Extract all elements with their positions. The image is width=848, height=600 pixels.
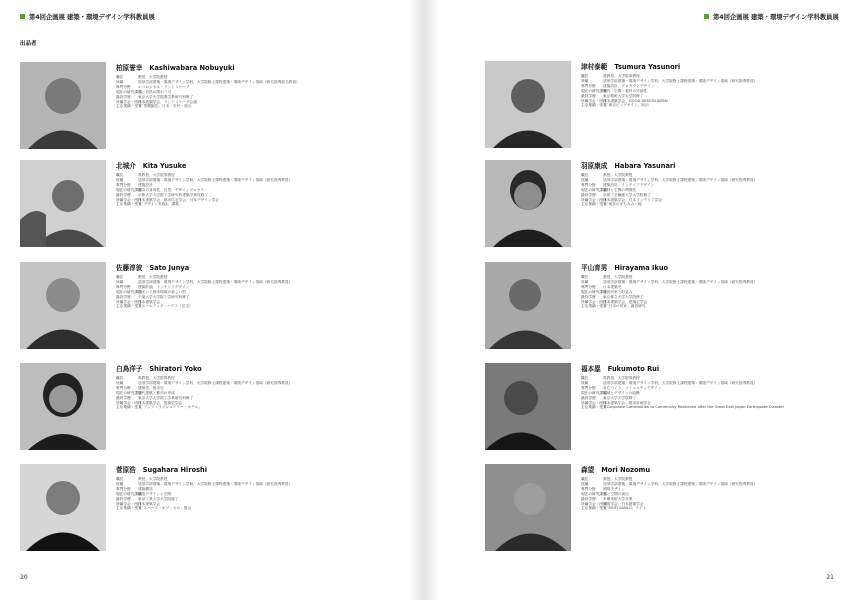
exhibitor-name: 福本塁 Fukumoto Rui bbox=[581, 365, 660, 373]
profile-row: 所属学会・団体 日本建築学会、日本インテリア学会 bbox=[581, 197, 662, 202]
profile-row: 所属学会・団体 日本建築学会、建築史学会 bbox=[581, 299, 648, 304]
profile-row: 最終学歴 京都大学大学院工学研究科建築学専攻修了 bbox=[116, 192, 209, 197]
profile-row: 現在の研究課題 地域とデザインの協働 bbox=[581, 390, 640, 395]
exhibitor-portrait bbox=[20, 160, 106, 247]
section-mark-icon bbox=[704, 14, 709, 19]
profile-row: 最終学歴 多摩美術大学卒業 bbox=[581, 496, 633, 501]
profile-row: 所属 造形学部建築・環境デザイン学科、大学院修士課程建築・環境デザイン領域（研究指導担当教員） bbox=[116, 79, 300, 84]
profile-row: 最終学歴 東京工業大学大学院修了 bbox=[116, 496, 179, 501]
profile-row: 主な業績・受賞 ・「東京のまちなみ」他 bbox=[581, 202, 642, 207]
exhibitor-name: 白鳥洋子 Shiratori Yoko bbox=[116, 365, 202, 373]
profile-row: 職位 教授、大学院教授 bbox=[116, 477, 168, 481]
exhibitor-profile bbox=[581, 275, 833, 309]
exhibitor-name: 平山育男 Hirayama Ikuo bbox=[581, 264, 669, 272]
profile-row: 主な業績・受賞 ・Corporate Contribution to Community Resilience after the Great East Japan Earthquake Disaster bbox=[581, 405, 785, 410]
profile-row: 所属学会・団体 日本建築学会 bbox=[116, 501, 161, 506]
exhibitor-portrait bbox=[485, 160, 571, 247]
profile-row: 職位 教授、大学院教授 bbox=[581, 477, 633, 481]
profile-row: 専門分野 まちづくり、コミュニティデザイン bbox=[581, 385, 662, 390]
exhibitor-portrait bbox=[485, 464, 571, 551]
exhibitor-info bbox=[116, 62, 400, 152]
profile-row: 所属学会・団体 日本建築学会、都市住宅学会、日本デザイン学会 bbox=[116, 197, 219, 202]
profile-row: 主な業績・受賞 ・「東京ビッグサイト」展示 bbox=[581, 103, 649, 108]
exhibitor-info bbox=[581, 363, 833, 453]
profile-row: 所属学会・団体 日本造園学会、ランドスケープ会議 bbox=[116, 99, 197, 104]
profile-row: 現在の研究課題 家具・空間・素材の可能性 bbox=[581, 88, 648, 93]
profile-row: 専門分野 日本建築史 bbox=[581, 284, 622, 289]
profile-row: 所属 造形学部建築・環境デザイン学科、大学院修士課程建築・環境デザイン領域（研究指導教員） bbox=[581, 481, 758, 486]
exhibitor-card bbox=[20, 464, 400, 554]
header-title: 第4回企画展 建築・環境デザイン学科教員展 bbox=[713, 14, 839, 21]
profile-row: 専門分野 建築計画、インテリアデザイン bbox=[116, 284, 190, 289]
page-header bbox=[704, 12, 839, 22]
profile-row: 現在の研究課題 都市の身体性、自然、デザインプロセス bbox=[116, 187, 205, 192]
profile-row: 主な業績・受賞 ・「スペース・オブ・ゼロ」展示 bbox=[116, 506, 192, 511]
exhibitor-profile bbox=[581, 376, 833, 410]
profile-row: 所属 造形学部建築・環境デザイン学科、大学院修士課程建築・環境デザイン領域（研究指導教員） bbox=[116, 177, 293, 182]
profile-row: 職位 准教授、大学院准教授 bbox=[581, 376, 640, 380]
profile-row: 専門分野 建築設計、インテリアデザイン bbox=[581, 182, 655, 187]
profile-row: 専門分野 エコロジカル・ランドスケープ bbox=[116, 84, 190, 89]
exhibitor-card bbox=[485, 363, 833, 453]
profile-row: 所属 造形学部建築・環境デザイン学科、大学院修士課程建築・環境デザイン領域（研究指導教員） bbox=[581, 78, 758, 83]
profile-row: 所属学会・団体 照明学会、日本建築学会 bbox=[581, 501, 644, 506]
exhibitor-portrait bbox=[485, 61, 571, 148]
profile-row: 所属 造形学部建築・環境デザイン学科、大学院修士課程建築・環境デザイン領域（研究指導教員） bbox=[116, 481, 293, 486]
profile-row: 現在の研究課題 近世民家と町並み bbox=[581, 289, 633, 294]
profile-row: 所属 造形学部建築・環境デザイン学科、大学院修士課程建築・環境デザイン領域（研究指導教員） bbox=[581, 380, 758, 385]
exhibitor-name: 北城介 Kita Yusuke bbox=[116, 162, 187, 170]
exhibitor-info bbox=[116, 262, 400, 352]
exhibitor-name: 羽原康成 Habara Yasunari bbox=[581, 162, 676, 170]
exhibitor-card bbox=[20, 160, 400, 250]
exhibitor-profile bbox=[581, 74, 833, 108]
page-number: 20 bbox=[20, 574, 28, 581]
profile-row: 専門分野 建築設計、プロダクトデザイン bbox=[581, 83, 655, 88]
exhibitor-name: 津村泰範 Tsumura Yasunori bbox=[581, 63, 681, 71]
exhibitor-profile bbox=[116, 173, 400, 207]
profile-row: 現在の研究課題 人と自然の関わり方 bbox=[116, 89, 172, 94]
profile-row: 職位 准教授、大学院准教授 bbox=[116, 173, 175, 177]
profile-row: 所属学会・団体 日本建築学会、都市計画学会 bbox=[581, 400, 651, 405]
exhibitor-profile bbox=[116, 477, 400, 511]
exhibitor-info bbox=[581, 262, 833, 352]
profile-row: 最終学歴 東京都立大学大学院修了 bbox=[581, 294, 644, 299]
profile-row: 主な業績・受賞 ・ホールアップ・ハウス（住宅） bbox=[116, 304, 193, 309]
exhibitor-card bbox=[20, 62, 400, 152]
section-label: 出品者 bbox=[20, 41, 37, 47]
exhibitor-portrait bbox=[20, 363, 106, 450]
profile-row: 専門分野 建築史、都市史 bbox=[116, 385, 164, 390]
profile-row: 所属学会・団体 日本建築学会 bbox=[116, 299, 161, 304]
profile-row: 専門分野 建築設計 bbox=[116, 182, 153, 187]
profile-row: 職位 准教授、大学院准教授 bbox=[116, 376, 175, 380]
profile-row: 最終学歴 京都工芸繊維大学大学院修了 bbox=[581, 192, 651, 197]
profile-row: 専門分野 照明デザイン bbox=[581, 486, 625, 491]
exhibitor-portrait bbox=[485, 363, 571, 450]
exhibitor-info bbox=[116, 464, 400, 554]
book-gutter bbox=[408, 0, 440, 600]
exhibitor-info bbox=[581, 464, 833, 554]
profile-row: 主な業績・受賞 ・「景観園芸」日本・市民・展示 bbox=[116, 104, 192, 109]
exhibitor-card bbox=[20, 262, 400, 352]
exhibitor-card bbox=[20, 363, 400, 453]
exhibitor-info bbox=[581, 61, 833, 151]
header-title: 第4回企画展 建築・環境デザイン学科教員展 bbox=[29, 14, 155, 21]
profile-row: 所属 造形学部建築・環境デザイン学科、大学院修士課程建築・環境デザイン領域（研究指導教員） bbox=[581, 279, 758, 284]
exhibitor-profile bbox=[581, 173, 833, 207]
profile-row: 主な業績・受賞 ・「MOTI SANLO」ライト bbox=[581, 506, 647, 511]
page-header bbox=[20, 12, 155, 22]
profile-row: 所属 造形学部建築・環境デザイン学科、大学院修士課程建築・環境デザイン領域（研究指導教員） bbox=[116, 380, 293, 385]
exhibitor-card bbox=[485, 262, 833, 352]
profile-row: 最終学歴 東京藝術大学大学院修了 bbox=[581, 93, 644, 98]
exhibitor-card bbox=[485, 61, 833, 151]
profile-row: 所属 造形学部建築・環境デザイン学科、大学院修士課程建築・環境デザイン領域（研究指導教員） bbox=[581, 177, 758, 182]
exhibitor-info bbox=[581, 160, 833, 250]
profile-row: 現在の研究課題 素材と空間の関係性 bbox=[581, 187, 637, 192]
profile-row: 所属学会・団体 日本建築学会、GOOD DESIGN JAPAN bbox=[581, 98, 668, 103]
exhibitor-card bbox=[485, 464, 833, 554]
profile-row: 専門分野 建築構造 bbox=[116, 486, 153, 491]
profile-row: 職位 准教授、大学院准教授 bbox=[581, 74, 640, 78]
exhibitor-card bbox=[485, 160, 833, 250]
exhibitor-profile bbox=[116, 275, 400, 309]
profile-row: 所属 造形学部建築・環境デザイン学科、大学院修士課程建築・環境デザイン領域（研究指導教員） bbox=[116, 279, 293, 284]
profile-row: 職位 教授、大学院教授 bbox=[581, 275, 633, 279]
profile-row: 現在の研究課題 光と空間の演出 bbox=[581, 491, 629, 496]
exhibitor-profile bbox=[116, 376, 400, 410]
profile-row: 主な業績・受賞 ・「デザイン実践4」講義 bbox=[116, 202, 179, 207]
exhibitor-portrait bbox=[20, 262, 106, 349]
profile-row: 最終学歴 東京大学大学院工学系研究科修了 bbox=[116, 395, 194, 400]
exhibitor-info bbox=[116, 363, 400, 453]
profile-row: 職位 教授、大学院教授 bbox=[581, 173, 633, 177]
profile-row: 最終学歴 東京大学大学院修了 bbox=[581, 395, 637, 400]
exhibitor-profile bbox=[581, 477, 833, 511]
profile-row: 所属学会・団体 日本建築学会、建築史学会 bbox=[116, 400, 183, 405]
profile-row: 現在の研究課題 住まいと都市環境の新しい形 bbox=[116, 289, 186, 294]
exhibitor-profile bbox=[116, 75, 400, 109]
exhibitor-name: 佐藤淳彼 Sato Junya bbox=[116, 264, 190, 272]
exhibitor-portrait bbox=[485, 262, 571, 349]
profile-row: 現在の研究課題 構造デザインと空間 bbox=[116, 491, 171, 496]
profile-row: 最終学歴 東京大学大学院農学系研究科修了 bbox=[116, 94, 194, 99]
page-number: 21 bbox=[826, 574, 834, 581]
profile-row: 主な業績・受賞 ・「日本の町家」調査研究 bbox=[581, 304, 646, 309]
exhibitor-name: 柏原誉幸 Kashiwabara Nobuyuki bbox=[116, 64, 235, 72]
exhibitor-portrait bbox=[20, 464, 106, 551]
profile-row: 職位 教授、大学院教授 bbox=[116, 275, 168, 279]
profile-row: 職位 教授、大学院教授 bbox=[116, 75, 168, 79]
exhibitor-name: 森望 Mori Nozomu bbox=[581, 466, 651, 474]
right-page bbox=[424, 0, 848, 600]
exhibitor-portrait bbox=[20, 62, 106, 149]
profile-row: 主な業績・受賞 ・「アジア・ラグジュアリー・ホテル」 bbox=[116, 405, 202, 410]
exhibitor-info bbox=[116, 160, 400, 250]
profile-row: 最終学歴 千葉大学大学院工学研究科修了 bbox=[116, 294, 190, 299]
section-mark-icon bbox=[20, 14, 25, 19]
exhibitor-name: 菅原浩 Sugahara Hiroshi bbox=[116, 466, 207, 474]
profile-row: 現在の研究課題 近代建築と都市の形成 bbox=[116, 390, 175, 395]
